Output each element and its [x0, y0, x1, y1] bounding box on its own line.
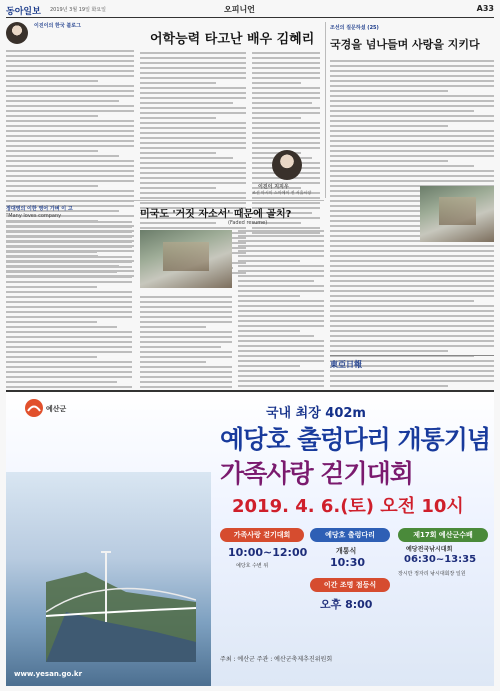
- byline-role: 조선 마시미 스마에이 전 서울시장: [252, 190, 312, 195]
- county-logo-text: 예산군: [46, 405, 67, 413]
- issue-date: 2019년 3월 19일 화요일: [50, 7, 107, 13]
- right-column-kicker: 조선의 질문하셨 (25): [330, 25, 379, 31]
- county-logo-icon: [24, 398, 44, 418]
- bottom-left-text: [6, 221, 132, 391]
- author-photo: [6, 22, 28, 44]
- section-divider: [6, 200, 324, 201]
- ad-box4-time: 오후 8:00: [320, 598, 373, 611]
- section-name: 오피니언: [224, 5, 255, 14]
- ad-box1-title: 가족사랑 걷기대회: [220, 528, 304, 542]
- ad-box1-sub: 예당호 수변 위: [236, 563, 269, 569]
- column-divider: [325, 22, 326, 198]
- ad-box1-time: 10:00~12:00: [228, 546, 308, 559]
- byline-photo: [272, 150, 302, 180]
- suspension-bridge-illustration: [46, 512, 196, 662]
- ad-box3-place: 장시만 정자리 낚시대회장 일원: [398, 571, 466, 577]
- page-header: [6, 4, 494, 18]
- ad-event-date: 2019. 4. 6.(토) 오전 10시: [232, 496, 464, 517]
- masthead-box: [330, 355, 494, 385]
- masthead-title: 東亞日報: [330, 359, 362, 369]
- right-column-title: 국경을 넘나들며 사랑을 지키다: [330, 38, 480, 51]
- page-number: A33: [476, 4, 494, 13]
- right-column-photo: [420, 186, 494, 242]
- ad-box2-title: 예당호 출렁다리: [310, 528, 390, 542]
- ad-headline-2: 가족사랑 걷기대회: [220, 459, 413, 488]
- bottom-left-intro: "Many loves company: [6, 213, 62, 219]
- bottom-story-title: 미국도 '거짓 자소서' 때문에 골치?: [140, 209, 292, 220]
- ad-box3-time: 06:30~13:35: [404, 554, 477, 565]
- masthead-info: [374, 360, 492, 385]
- bottom-story-photo: [140, 230, 232, 288]
- ad-url[interactable]: www.yesan.go.kr: [14, 670, 83, 678]
- byline-name: 이진이 지지우: [258, 184, 289, 190]
- ad-organizer: 주최 : 예산군 주관 : 예산군축제추진위원회: [220, 656, 333, 663]
- ad-box4-title: 이간 조명 점등식: [310, 578, 390, 592]
- advertisement[interactable]: [6, 390, 494, 686]
- main-story-title: 어학능력 타고난 배우 김혜리: [150, 32, 315, 47]
- ad-box3-title: 제17회 예산군수배: [398, 528, 488, 542]
- bottom-left-label: 정대영의 이한 영어 가벼 이 고: [6, 206, 73, 212]
- ad-box2-time: 10:30: [330, 556, 366, 569]
- left-column-label: 이진이의 한국 블로그: [34, 23, 81, 29]
- ad-box2-sub: 개통식: [336, 547, 357, 555]
- ad-headline-1: 예당호 출렁다리 개통기념: [220, 425, 491, 454]
- ad-kicker: 국내 최장 402m: [266, 406, 366, 421]
- paper-name: 동아일보: [6, 7, 41, 17]
- bottom-story-subtitle: (Faded resume): [228, 220, 268, 226]
- ad-box3-sub: 예당전국낚시대회: [406, 546, 453, 553]
